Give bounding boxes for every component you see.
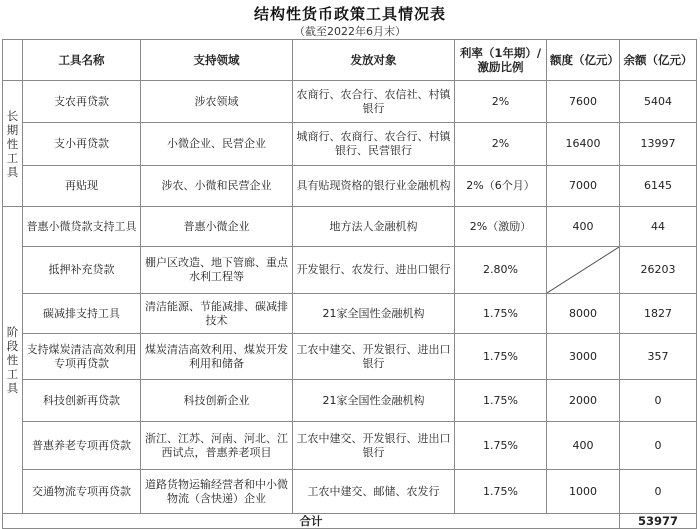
- quota: 1000: [547, 470, 620, 514]
- support-field: 浙江、江苏、河南、河北、江西试点，普惠养老项目: [141, 422, 293, 470]
- tool-name: 普惠养老专项再贷款: [23, 422, 141, 470]
- tool-name: 碳减排支持工具: [23, 294, 141, 334]
- target-institutions: 工农中建交、开发银行、进出口银行: [293, 422, 455, 470]
- group-phased: 阶段性工具: [3, 207, 23, 514]
- header-field: 支持领域: [141, 40, 293, 81]
- table-row: [3, 207, 697, 247]
- quota: 7600: [547, 81, 620, 123]
- table-row: [3, 247, 697, 294]
- support-field: 煤炭清洁高效利用、煤炭开发利用和储备: [141, 334, 293, 380]
- tool-name: 支持煤炭清洁高效利用专项再贷款: [23, 334, 141, 380]
- target-institutions: 具有贴现资格的银行业金融机构: [293, 166, 455, 207]
- balance: 26203: [620, 247, 697, 294]
- target-institutions: 城商行、农商行、农合行、村镇银行、民营银行: [293, 123, 455, 166]
- support-field: 小微企业、民营企业: [141, 123, 293, 166]
- support-field: 科技创新企业: [141, 380, 293, 422]
- quota: 400: [547, 207, 620, 247]
- tool-name: 抵押补充贷款: [23, 247, 141, 294]
- balance: 6145: [620, 166, 697, 207]
- support-field: 道路货物运输经营者和中小微物流（含快递）企业: [141, 470, 293, 514]
- target-institutions: 工农中建交、开发银行、进出口银行: [293, 334, 455, 380]
- table-row: [3, 123, 697, 166]
- table-row: [3, 294, 697, 334]
- tool-name: 支农再贷款: [23, 81, 141, 123]
- rate: 1.75%: [455, 470, 547, 514]
- header-target: 发放对象: [293, 40, 455, 81]
- rate: 1.75%: [455, 380, 547, 422]
- tool-name: 交通物流专项再贷款: [23, 470, 141, 514]
- balance: 1827: [620, 294, 697, 334]
- balance: 44: [620, 207, 697, 247]
- header-rate: 利率（1年期）/激励比例: [455, 40, 547, 81]
- tool-name: 科技创新再贷款: [23, 380, 141, 422]
- total-label: 合计: [3, 514, 620, 529]
- table-row: [3, 470, 697, 514]
- tool-name: 普惠小微贷款支持工具: [23, 207, 141, 247]
- rate: 1.75%: [455, 334, 547, 380]
- support-field: 清洁能源、节能减排、碳减排技术: [141, 294, 293, 334]
- balance: 5404: [620, 81, 697, 123]
- rate: 2.80%: [455, 247, 547, 294]
- rate: 1.75%: [455, 294, 547, 334]
- target-institutions: 工农中建交、邮储、农发行: [293, 470, 455, 514]
- rate: 2%（激励）: [455, 207, 547, 247]
- target-institutions: 21家全国性金融机构: [293, 294, 455, 334]
- rate: 2%: [455, 81, 547, 123]
- target-institutions: 开发银行、农发行、进出口银行: [293, 247, 455, 294]
- table-row: [3, 166, 697, 207]
- total-row: [3, 514, 697, 529]
- target-institutions: 地方法人金融机构: [293, 207, 455, 247]
- balance: 0: [620, 422, 697, 470]
- quota: 7000: [547, 166, 620, 207]
- policy-tools-table: [2, 39, 697, 529]
- tool-name: 支小再贷款: [23, 123, 141, 166]
- balance: 357: [620, 334, 697, 380]
- header-row: [3, 40, 697, 81]
- header-corner: [3, 40, 23, 81]
- target-institutions: 21家全国性金融机构: [293, 380, 455, 422]
- table-subtitle: （截至2022年6月末）: [294, 25, 406, 38]
- table-row: [3, 334, 697, 380]
- rate: 1.75%: [455, 422, 547, 470]
- support-field: 普惠小微企业: [141, 207, 293, 247]
- quota: 16400: [547, 123, 620, 166]
- support-field: 涉农、小微和民营企业: [141, 166, 293, 207]
- group-long-term: 长期性工具: [3, 81, 23, 207]
- quota-empty-cell: [547, 247, 620, 294]
- balance: 0: [620, 380, 697, 422]
- table-row: [3, 422, 697, 470]
- quota: 3000: [547, 334, 620, 380]
- header-quota: 额度（亿元）: [547, 40, 620, 81]
- target-institutions: 农商行、农合行、农信社、村镇银行: [293, 81, 455, 123]
- rate: 2%: [455, 123, 547, 166]
- tool-name: 再贴现: [23, 166, 141, 207]
- quota: 8000: [547, 294, 620, 334]
- quota: 400: [547, 422, 620, 470]
- table-title: 结构性货币政策工具情况表: [253, 5, 446, 23]
- header-balance: 余额（亿元）: [620, 40, 697, 81]
- support-field: 棚户区改造、地下管廊、重点水利工程等: [141, 247, 293, 294]
- quota: 2000: [547, 380, 620, 422]
- table-row: [3, 81, 697, 123]
- support-field: 涉农领域: [141, 81, 293, 123]
- table-row: [3, 380, 697, 422]
- rate: 2%（6个月）: [455, 166, 547, 207]
- header-name: 工具名称: [23, 40, 141, 81]
- balance: 0: [620, 470, 697, 514]
- total-balance: 53977: [620, 514, 697, 529]
- diagonal-line: [547, 247, 619, 293]
- balance: 13997: [620, 123, 697, 166]
